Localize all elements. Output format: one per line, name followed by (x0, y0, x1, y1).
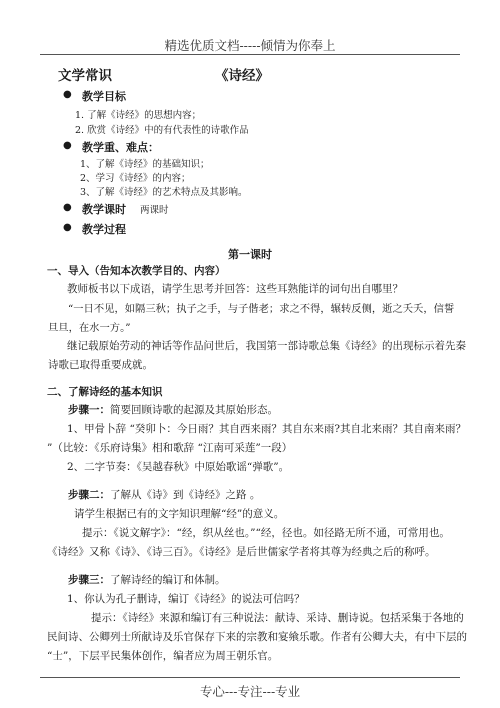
step2-label: 步骤二： (68, 489, 110, 501)
objective-item: 2. 欣赏《诗经》中的有代表性的诗歌作品 (75, 125, 249, 136)
step3-line: 民间诗、公卿列士所献诗及乐官保存下来的宗教和宴飨乐歌。作者有公卿大夫，有中下层的 (47, 631, 467, 643)
step1-line: 2、二字节奏：《吴越春秋》中原始歌谣“弹歌”。 (67, 461, 290, 473)
step1-line: ”（比较：《乐府诗集》相和歌辞 “江南可采莲”一段） (47, 442, 293, 454)
section1-heading: 一、导入（告知本次教学目的、内容） (47, 265, 226, 277)
step3-line: 1、你认为孔子删诗，编订《诗经》的说法可信吗？ (67, 593, 305, 605)
step3-text: 了解诗经的编订和体制。 (110, 574, 226, 586)
step3-line: “士”，下层平民集体创作，编者应为周王朝乐官。 (47, 650, 279, 662)
section1-line: 旦旦，在水一方。” (48, 322, 131, 334)
bullet-dot-icon: ● (63, 202, 72, 213)
lesson-title: 第一课时 (228, 248, 272, 261)
doc-title: 《诗经》 (215, 68, 269, 84)
bullet-dot-icon: ● (63, 222, 72, 233)
step3-line: 提示：《诗经》来源和编订有三种说法：献诗、采诗、删诗说。包括采集于各地的 (91, 612, 464, 624)
section1-line: 继记载原始劳动的神话等作品问世后，我国第一部诗歌总集《诗经》的出现标示着先秦 (67, 340, 466, 352)
key-points-heading: 教学重、难点： (82, 141, 159, 154)
step2-text: 了解从《诗》到《诗经》之路 。 (110, 489, 261, 501)
step2 (68, 487, 260, 502)
section1-line: 诗歌已取得重要成就。 (48, 359, 153, 371)
hours-heading: 教学课时 (82, 203, 126, 216)
objective-item: 1. 了解《诗经》的思想内容； (75, 110, 202, 121)
page-footer: 专心---专注---专业 (199, 684, 301, 699)
doc-title-category: 文学常识 (58, 68, 112, 84)
step1-label: 步骤一： (68, 404, 110, 416)
process-heading: 教学过程 (82, 223, 126, 236)
bullet-dot-icon: ● (63, 140, 72, 151)
step3-label: 步骤三： (68, 574, 110, 586)
objectives-heading: 教学目标 (82, 90, 126, 103)
step2-line: 请学生根据已有的文字知识理解“经”的意义。 (74, 508, 285, 520)
step3 (68, 572, 226, 587)
step2-line: 提示：《说文解字》：“经，织从丝也。”“经，径也。如径路无所不通，可常用也。 (82, 527, 450, 539)
step1-text: 简要回顾诗歌的起源及其原始形态。 (110, 404, 278, 416)
key-point-item: 1、了解《诗经》的基础知识； (80, 159, 210, 170)
section2-heading: 二、了解诗经的基本知识 (47, 386, 163, 398)
step1-line: 1、甲骨卜辞 “癸卯卜：今日雨？其自西来雨？其自东来雨?其自北来雨？其自南来雨？ (67, 423, 467, 435)
step1 (68, 402, 278, 417)
footer-divider (40, 677, 460, 678)
page-header: 精选优质文档-----倾情为你奉上 (164, 38, 336, 53)
section1-line: 教师板书以下成语，请学生思考并回答：这些耳熟能详的词句出自哪里？ (67, 283, 403, 295)
step2-line: 《诗经》又称《诗》、《诗三百》。《诗经》是后世儒家学者将其尊为经典之后的称呼。 (47, 546, 436, 558)
key-point-item: 3、了解《诗经》的艺术特点及其影响。 (80, 187, 248, 198)
bullet-dot-icon: ● (63, 89, 72, 100)
section1-line: “一日不见，如隔三秋；执子之手，与子偕老；求之不得，辗转反侧，逝之夭夭，信誓 (68, 303, 455, 315)
key-point-item: 2、学习《诗经》的内容； (80, 173, 191, 184)
hours-value: 两课时 (140, 205, 169, 216)
header-divider (40, 54, 460, 55)
